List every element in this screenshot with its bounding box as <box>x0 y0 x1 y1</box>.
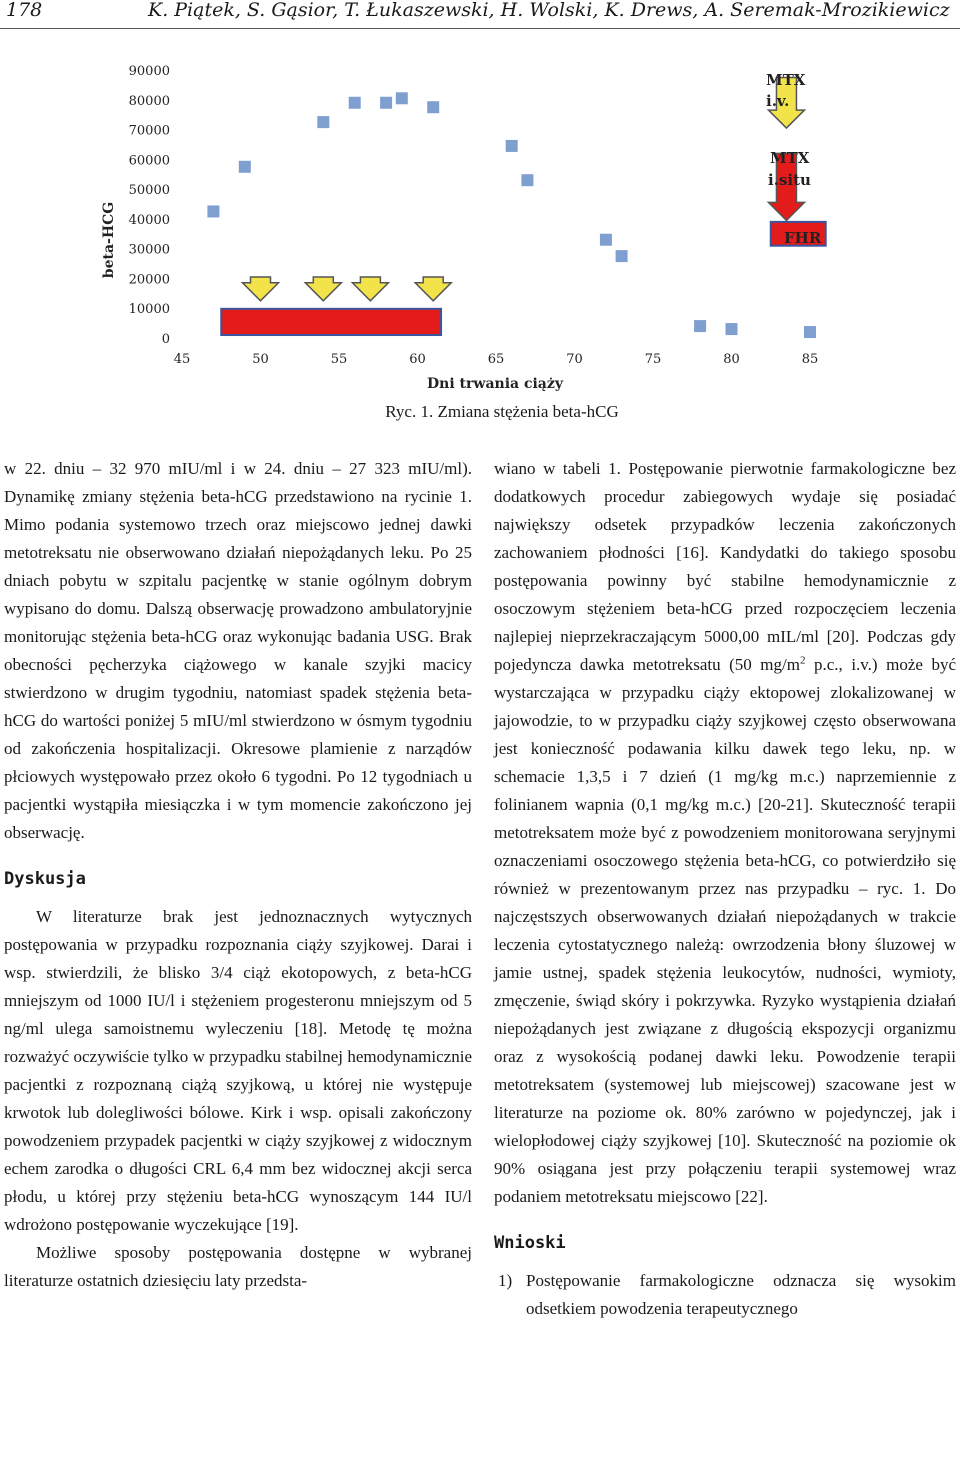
right-paragraph-1-part-a: wiano w tabeli 1. Postępowanie pierwotnie farmakologiczne bez dodatkowych procedur zabiegowych wydaje się posiadać największy odsetek przypadków leczenia zakończonych zachowaniem płodności [16]. Kandydatki do takiego sposobu postępowania powinny być stabilne hemodynamicznie z osoczowym stężeniem beta-hCG przed rozpoczęciem leczenia najlepiej nieprzekraczającym 5000,00 mIL/ml [20]. Podczas gdy pojedyncza dawka metotreksatu (50 mg/m <box>494 459 956 674</box>
annotation-mtx-iv-line1: MTX <box>766 71 806 89</box>
annotation-mtx-situ-line2: i.situ <box>768 171 811 189</box>
data-point <box>726 323 738 335</box>
left-paragraph-3: Możliwe sposoby postępowania dostępne w wybranej literaturze ostatnich dziesięciu laty przedsta- <box>4 1243 472 1290</box>
data-point <box>207 205 219 217</box>
page-header <box>0 0 960 24</box>
y-axis <box>129 64 170 347</box>
data-point <box>239 161 251 173</box>
y-tick-label: 30000 <box>128 242 170 258</box>
right-paragraph-1-part-b: p.c., i.v.) może być wystarczająca w przypadku ciąży ektopowej zlokalizowanej w jajowodzie, to w przypadku ciąży szyjkowej często obserwowana jest konieczność podawania kilku dawek tego leku, np. w schemacie 1,3,5 i 7 dzień (1 mg/kg m.c.) naprzemiennie z folinianem wapnia (0,1 mg/kg m.c.) [20-21]. Skuteczność terapii metotreksatem może być z powodzeniem monitorowana seryjnymi oznaczeniami osoczowego stężenia beta-hCG, co potwierdziło się również w prezentowanym przez nas przypadku – ryc. 1. Do najczęstszych obserwowanych działań niepożądanych w trakcie leczenia cytostatycznego należą: owrzodzenia błony śluzowej w jamie ustnej, spadek stężenia leukocytów, nudności, wymioty, zmęczenie, świąd skóry i pokrzywka. Ryzyko wystąpienia działań niepożądanych jest związane z długością ekspozycji organizmu oraz z wysokością podanej dawki leku. Powodzenie terapii metotreksatem (systemowej lub miejscowej) szacowane jest w literaturze na poziome ok. 80% zarówno w pojedynczej, jak i wielopłodowej ciąży szyjkowej [10]. Skuteczność na poziomie ok 90% osiągana jest przy połączeniu terapii systemowej wraz podaniem metotreksatu miejscowo [22]. <box>494 655 956 1206</box>
x-tick-label: 80 <box>723 352 740 367</box>
x-tick-label: 55 <box>330 352 348 367</box>
conclusions-list <box>494 1267 956 1323</box>
page-number: 178 <box>6 0 43 21</box>
figure-caption <box>0 402 960 422</box>
y-tick-label: 80000 <box>128 93 170 109</box>
data-point <box>694 320 706 332</box>
y-tick-label: 20000 <box>128 272 170 288</box>
right-paragraph-1 <box>494 455 956 1211</box>
annotation-mtx-iv-line2: i.v. <box>766 92 790 110</box>
x-tick-label: 60 <box>409 352 426 367</box>
x-tick-label: 70 <box>566 352 583 367</box>
left-paragraph-2: W literaturze brak jest jednoznacznych wytycznych postępowania w przypadku rozpoznania ciąży szyjkowej. Darai i wsp. stwierdzili, że blisko 3/4 ciąż ekotopowych, z beta-hCG mniejszym od 1000 IU/l i stężeniem progesteronu mniejszym od 5 ng/ml ulega samoistnemu wyleczeniu [18]. Metodę tę można rozważyć oczywiście tylko w przypadku stabilnej hemodynamicznie pacjentki z rozpoznaną ciążą szyjkową, u której nie występuje krwotok lub dolegliwości bólowe. Kirk i wsp. opisali zakończony powodzeniem przypadek pacjentki w ciąży szyjkowej z widocznym echem zarodka o długości CRL 6,4 mm bez widocznej akcji serca płodu, u której przy stężeniu beta-hCG wynoszącym 144 IU/l wdrożono postępowanie wyczekujące [19]. <box>4 907 472 1234</box>
left-column <box>4 455 472 1295</box>
treatment-arrow <box>415 277 451 301</box>
beta-hcg-chart <box>95 50 835 400</box>
x-axis <box>174 352 819 367</box>
treatment-arrow <box>243 277 279 301</box>
x-tick-label: 75 <box>644 352 662 367</box>
treatment-arrow <box>352 277 388 301</box>
treatment-bars <box>221 222 825 335</box>
y-tick-label: 60000 <box>128 153 170 169</box>
x-tick-label: 50 <box>252 352 269 367</box>
y-tick-label: 70000 <box>128 123 170 139</box>
y-tick-label: 40000 <box>128 212 170 228</box>
list-item-text: Postępowanie farmakologiczne odznacza się wysokim odsetkiem powodzenia terapeutycznego <box>526 1271 956 1318</box>
data-point <box>317 116 329 128</box>
header-rule <box>0 28 960 29</box>
superscript-2: 2 <box>799 654 806 667</box>
data-point <box>349 97 361 109</box>
y-tick-label: 0 <box>161 332 170 347</box>
left-paragraph-1: w 22. dniu – 32 970 mIU/ml i w 24. dniu – 27 323 mIU/ml). Dynamikę zmiany stężenia beta-hCG przedstawiono na rycinie 1. Mimo podania systemowo trzech oraz miejscowo jednej dawki metotreksatu nie obserwowano działań niepożądanych leku. Po 25 dniach pobytu w szpitalu pacjentkę w stanie ogólnym dobrym wypisano do domu. Dalszą obserwację prowadzono ambulatoryjnie monitorując stężenia beta-hCG oraz wykonując badania USG. Brak obecności pęcherzyka ciążowego w kanale szyjki macicy stwierdzono w drugim tygodniu, natomiast spadek stężenia beta-hCG do wartości poniżej 5 mIU/ml stwierdzono w ósmym tygodniu od zakończenia hospitalizacji. Okresowe plamienie z narządów płciowych występowało przez około 6 tygodni. Po 12 tygodniach u pacjentki wystąpiła miesiączka i w tym momencie zakończono jej obserwację. <box>4 459 472 842</box>
y-tick-label: 90000 <box>128 64 170 79</box>
right-column <box>494 455 956 1323</box>
running-authors: K. Piątek, S. Gąsior, T. Łukaszewski, H. Wolski, K. Drews, A. Seremak-Mrozikiewicz <box>148 0 950 21</box>
section-heading-wnioski: Wnioski <box>494 1233 566 1253</box>
data-point <box>600 234 612 246</box>
data-point <box>427 101 439 113</box>
x-tick-label: 65 <box>487 352 505 367</box>
treatment-arrow <box>305 277 341 301</box>
list-item-number: 1) <box>498 1271 513 1290</box>
data-point <box>396 92 408 104</box>
treatment-arrows <box>243 77 805 300</box>
data-points <box>207 92 816 338</box>
y-axis-title: beta-HCG <box>101 201 117 279</box>
treatment-bar-main <box>221 309 441 335</box>
section-heading-dyskusja: Dyskusja <box>4 869 86 889</box>
list-item <box>494 1267 956 1323</box>
x-tick-label: 45 <box>173 352 191 367</box>
data-point <box>506 140 518 152</box>
data-point <box>616 250 628 262</box>
y-tick-label: 50000 <box>128 183 170 199</box>
annotation-mtx-situ-line1: MTX <box>770 149 810 167</box>
data-point <box>521 174 533 186</box>
data-point <box>804 326 816 338</box>
figure-caption-text: Ryc. 1. Zmiana stężenia beta-hCG <box>385 402 619 421</box>
x-tick-label: 85 <box>801 352 819 367</box>
data-point <box>380 97 392 109</box>
x-axis-title: Dni trwania ciąży <box>427 376 563 392</box>
y-tick-label: 10000 <box>128 302 170 318</box>
annotation-fhr: FHR <box>784 229 822 247</box>
